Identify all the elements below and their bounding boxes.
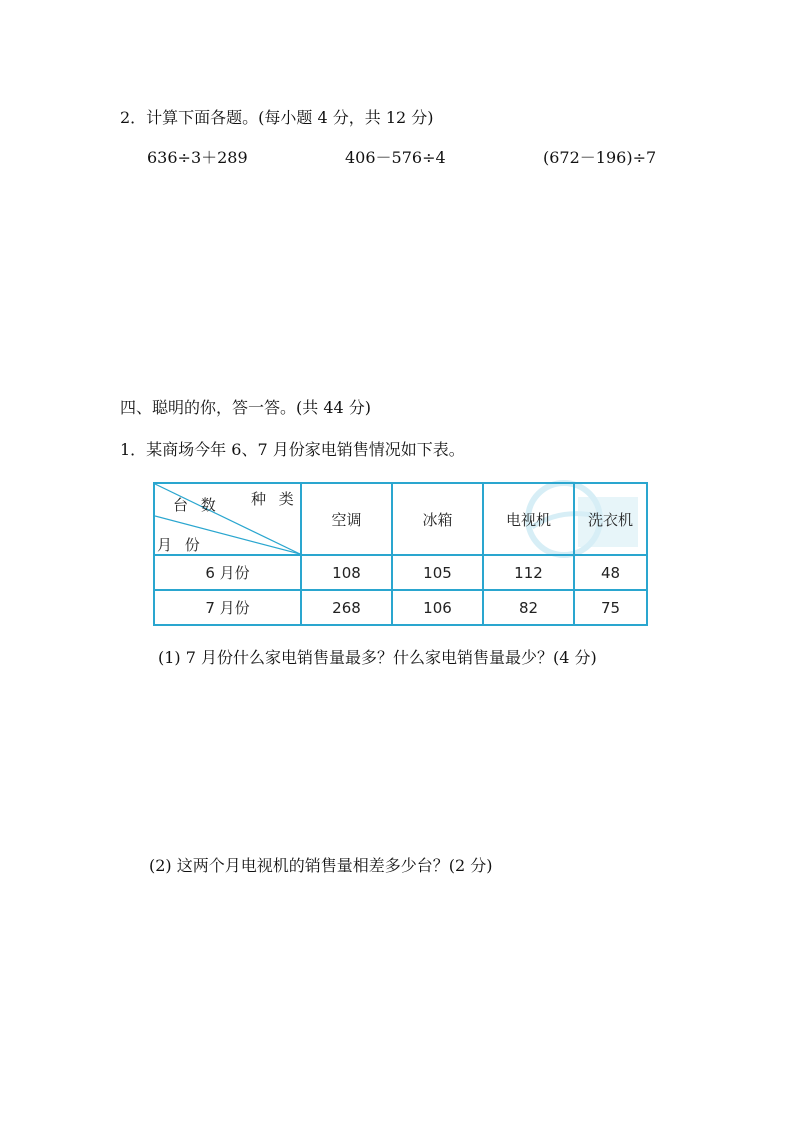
expression-3: (672－196)÷7 <box>543 148 657 167</box>
table-corner-cell <box>154 483 301 555</box>
corner-label-type: 种 类 <box>251 490 298 508</box>
expression-2: 406－576÷4 <box>345 148 446 167</box>
table-cell: 106 <box>392 590 483 625</box>
sales-table <box>153 482 648 626</box>
table-cell: 268 <box>301 590 392 625</box>
column-header: 冰箱 <box>392 483 483 555</box>
table-cell: 82 <box>483 590 574 625</box>
question-2-title: 2．计算下面各题。(每小题 4 分，共 12 分) <box>120 108 434 127</box>
corner-label-month: 月 份 <box>157 536 204 554</box>
problem-1-title: 1．某商场今年 6、7 月份家电销售情况如下表。 <box>120 440 465 459</box>
sub-question-1: (1) 7 月份什么家电销售量最多？什么家电销售量最少？(4 分) <box>158 648 597 667</box>
table-row <box>154 590 647 625</box>
table-header-row <box>154 483 647 555</box>
table-cell: 75 <box>574 590 647 625</box>
corner-label-count: 台 数 <box>173 496 220 514</box>
row-label: 6 月份 <box>154 555 301 590</box>
column-header: 洗衣机 <box>574 483 647 555</box>
column-header: 电视机 <box>483 483 574 555</box>
table-cell: 48 <box>574 555 647 590</box>
table-cell: 105 <box>392 555 483 590</box>
column-header: 空调 <box>301 483 392 555</box>
table-cell: 108 <box>301 555 392 590</box>
sub-question-2: (2) 这两个月电视机的销售量相差多少台？(2 分) <box>149 856 493 875</box>
row-label: 7 月份 <box>154 590 301 625</box>
table-cell: 112 <box>483 555 574 590</box>
table-row <box>154 555 647 590</box>
expression-1: 636÷3＋289 <box>147 148 248 167</box>
section-4-title: 四、聪明的你，答一答。(共 44 分) <box>120 398 372 417</box>
